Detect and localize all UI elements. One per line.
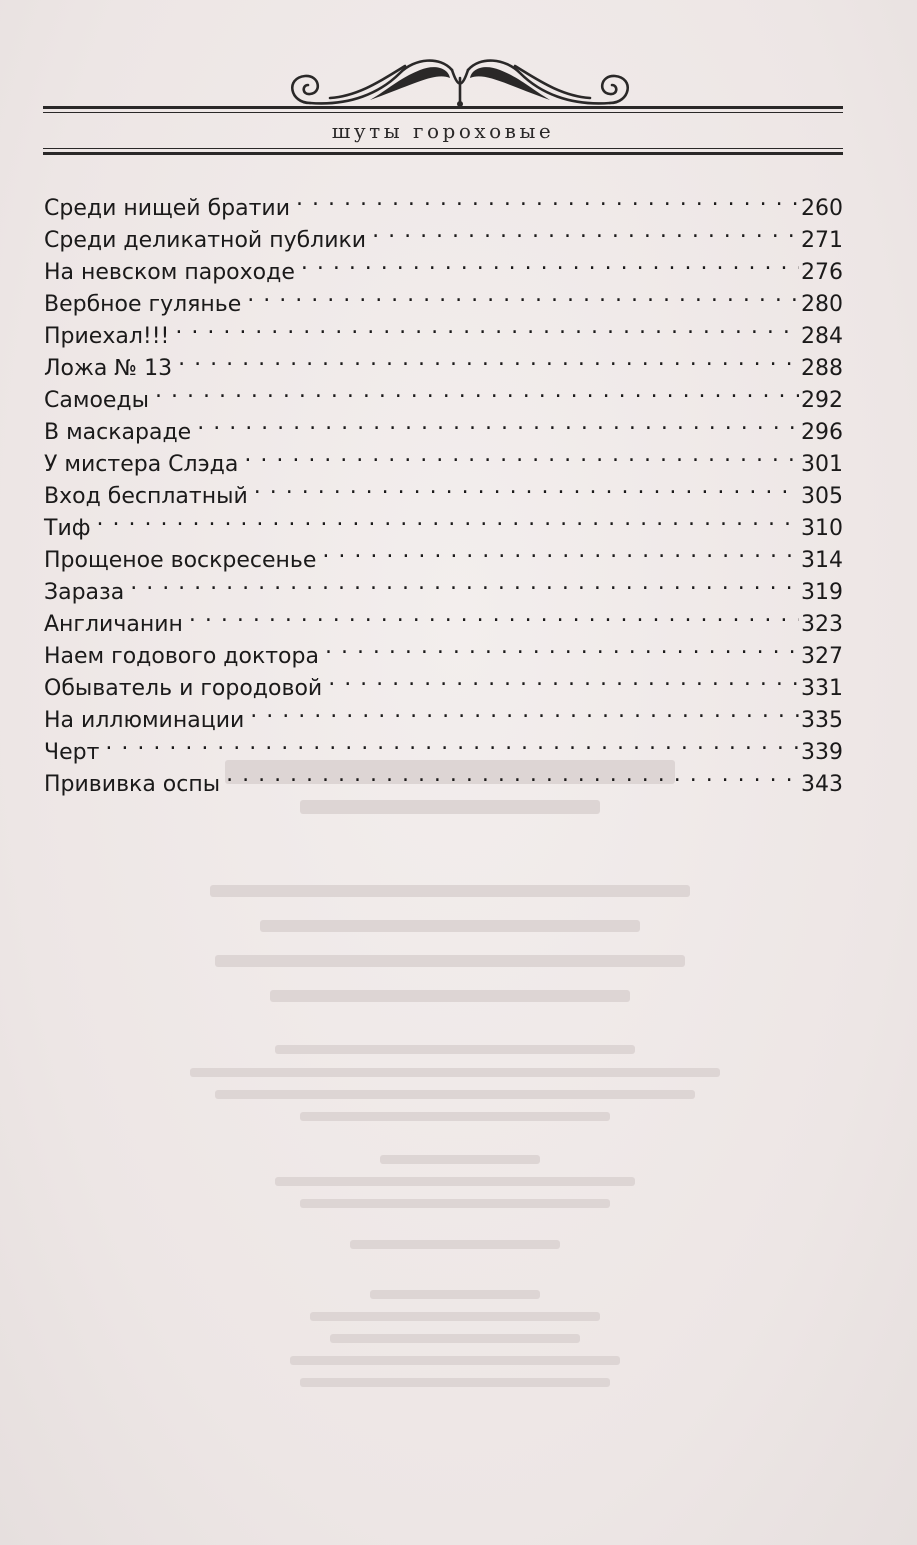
toc-dot-leader [244, 439, 799, 471]
toc-entry-page-number: 288 [801, 356, 843, 381]
toc-entry-page-number: 276 [801, 260, 843, 285]
toc-dot-leader [226, 759, 799, 791]
toc-dot-leader [178, 343, 799, 375]
toc-entry-title: Зараза [44, 580, 125, 605]
toc-entry-title: Ложа № 13 [44, 356, 173, 381]
toc-entry [44, 503, 843, 541]
toc-entry-title: У мистера Слэда [44, 452, 239, 477]
toc-entry-title: Среди нищей братии [44, 196, 291, 221]
toc-entry-title: Прощеное воскресенье [44, 548, 317, 573]
toc-entry-title: Наем годового доктора [44, 644, 319, 669]
toc-entry-page-number: 301 [801, 452, 843, 477]
toc-entry-page-number: 284 [801, 324, 843, 349]
toc-entry [44, 567, 843, 605]
toc-entry-title: Самоеды [44, 388, 150, 413]
toc-entry-page-number: 310 [801, 516, 843, 541]
header-rule-thin [43, 148, 843, 149]
toc-entry-title: Англичанин [44, 612, 183, 637]
toc-entry-title: Прививка оспы [44, 772, 221, 797]
toc-dot-leader [155, 375, 799, 407]
toc-dot-leader [130, 567, 799, 599]
toc-entry-title: Обыватель и городовой [44, 676, 323, 701]
toc-entry-page-number: 305 [801, 484, 843, 509]
toc-entry-page-number: 292 [801, 388, 843, 413]
toc-entry-page-number: 280 [801, 292, 843, 317]
toc-entry-title: Черт [44, 740, 100, 765]
toc-dot-leader [97, 503, 799, 535]
toc-entry-title: Вербное гулянье [44, 292, 242, 317]
table-of-contents [44, 183, 843, 797]
toc-entry [44, 535, 843, 573]
toc-entry-page-number: 271 [801, 228, 843, 253]
toc-entry-page-number: 343 [801, 772, 843, 797]
toc-dot-leader [250, 695, 799, 727]
toc-dot-leader [296, 183, 799, 215]
toc-dot-leader [301, 247, 799, 279]
toc-entry-page-number: 314 [801, 548, 843, 573]
toc-entry-title: На иллюминации [44, 708, 245, 733]
toc-entry [44, 375, 843, 413]
toc-dot-leader [247, 279, 799, 311]
header-rule-thick [43, 152, 843, 155]
toc-entry [44, 183, 843, 221]
toc-dot-leader [189, 599, 799, 631]
toc-dot-leader [322, 535, 799, 567]
header-rule-thick [43, 106, 843, 109]
toc-dot-leader [197, 407, 799, 439]
running-head-title: шуты гороховые [331, 119, 555, 143]
toc-entry-title: Вход бесплатный [44, 484, 248, 509]
toc-entry [44, 727, 843, 765]
toc-entry-page-number: 323 [801, 612, 843, 637]
toc-dot-leader [328, 663, 799, 695]
toc-entry [44, 407, 843, 445]
toc-entry-title: В маскараде [44, 420, 192, 445]
toc-entry-title: Среди деликатной публики [44, 228, 367, 253]
header-rule-thin [43, 112, 843, 113]
toc-entry-page-number: 319 [801, 580, 843, 605]
toc-dot-leader [105, 727, 799, 759]
toc-entry-title: На невском пароходе [44, 260, 295, 285]
toc-dot-leader [175, 311, 799, 343]
toc-entry-title: Тиф [44, 516, 91, 541]
toc-entry-title: Приехал!!! [44, 324, 170, 349]
toc-entry-page-number: 335 [801, 708, 843, 733]
toc-dot-leader [325, 631, 799, 663]
toc-entry [44, 599, 843, 637]
toc-entry-page-number: 260 [801, 196, 843, 221]
toc-entry-page-number: 339 [801, 740, 843, 765]
toc-dot-leader [254, 471, 799, 503]
toc-entry-page-number: 331 [801, 676, 843, 701]
toc-entry-page-number: 296 [801, 420, 843, 445]
toc-entry-page-number: 327 [801, 644, 843, 669]
toc-dot-leader [372, 215, 799, 247]
toc-entry [44, 759, 843, 797]
